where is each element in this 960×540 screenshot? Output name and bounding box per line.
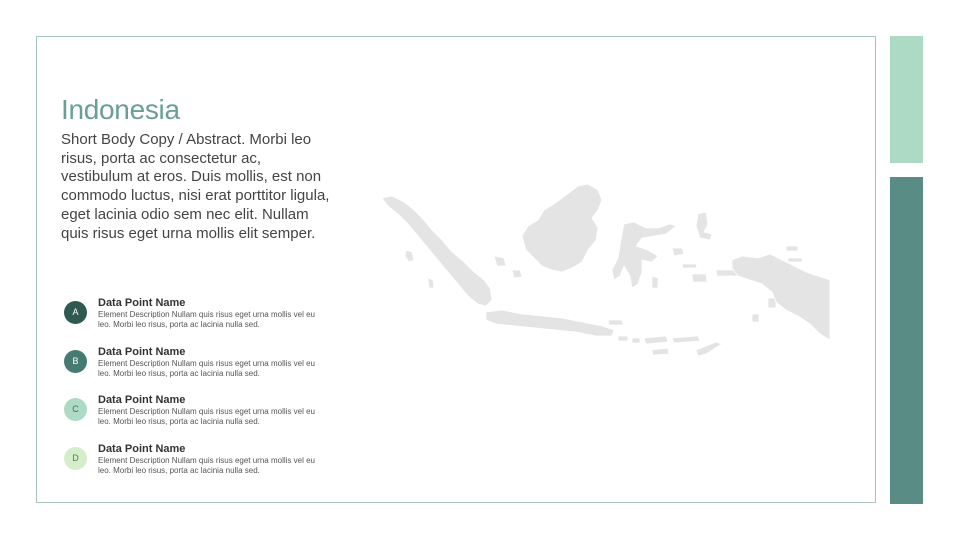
data-point-name: Data Point Name xyxy=(98,443,186,455)
map-region-biak xyxy=(786,246,798,251)
indonesia-map xyxy=(376,176,838,362)
slide-title: Indonesia xyxy=(61,94,180,125)
map-region-yapen xyxy=(788,258,802,262)
map-region-halmahera xyxy=(696,212,712,240)
map-region-banggai xyxy=(672,248,684,256)
map-region-java xyxy=(486,310,614,336)
map-region-sumbawa xyxy=(644,336,668,344)
map-region-flores xyxy=(672,336,700,343)
map-region-timor xyxy=(696,342,722,356)
data-point-c xyxy=(64,394,334,430)
map-region-buton xyxy=(652,276,658,288)
map-region-papua xyxy=(732,254,830,340)
map-region-belitung xyxy=(512,270,522,278)
data-point-b xyxy=(64,346,334,382)
data-point-name: Data Point Name xyxy=(98,394,186,406)
data-point-name: Data Point Name xyxy=(98,297,186,309)
data-point-description: Element Description Nullam quis risus eget urna mollis vel eu leo. Morbi leo risus, porta ac lacinia nulla sed. xyxy=(98,407,315,427)
data-point-description: Element Description Nullam quis risus eget urna mollis vel eu leo. Morbi leo risus, porta ac lacinia nulla sed. xyxy=(98,310,315,330)
map-region-madura xyxy=(608,320,623,325)
map-region-bangka xyxy=(494,256,506,266)
map-region-kalimantan xyxy=(522,184,602,272)
data-point-d xyxy=(64,443,334,479)
map-region-bali xyxy=(618,336,628,341)
map-region-tanimbar xyxy=(752,314,759,322)
data-point-badge: C xyxy=(64,398,87,421)
data-point-badge: D xyxy=(64,447,87,470)
accent-bar-top xyxy=(890,36,923,163)
map-region-sula xyxy=(682,264,697,268)
map-region-sulawesi xyxy=(612,222,676,288)
map-region-buru xyxy=(692,274,707,282)
map-region-sumatra xyxy=(382,196,492,306)
map-region-mentawai xyxy=(428,278,434,288)
data-point-badge: B xyxy=(64,350,87,373)
data-point-name: Data Point Name xyxy=(98,346,186,358)
data-point-description: Element Description Nullam quis risus eget urna mollis vel eu leo. Morbi leo risus, porta ac lacinia nulla sed. xyxy=(98,456,315,476)
data-point-badge: A xyxy=(64,301,87,324)
data-point-description: Element Description Nullam quis risus eget urna mollis vel eu leo. Morbi leo risus, porta ac lacinia nulla sed. xyxy=(98,359,315,379)
map-region-nias xyxy=(405,250,414,262)
accent-bar-bottom xyxy=(890,177,923,504)
map-region-sumba xyxy=(652,348,669,355)
map-region-lombok xyxy=(632,338,640,343)
data-point-a xyxy=(64,297,334,333)
body-copy: Short Body Copy / Abstract. Morbi leo risus, porta ac consectetur ac, vestibulum at eros. Duis mollis, est non commodo luctus, nisi erat porttitor ligula, eget lacinia odio sem nec elit. Nullam quis risus eget urna mollis elit semper. xyxy=(61,131,330,242)
